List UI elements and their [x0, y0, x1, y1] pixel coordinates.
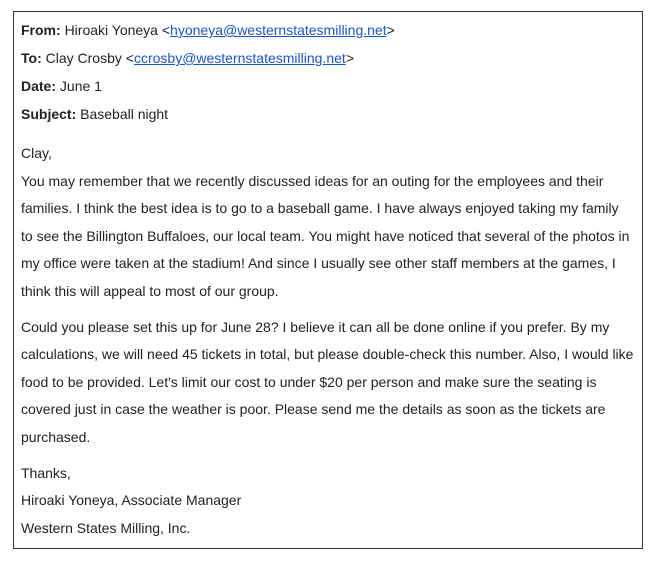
date-label: Date: — [21, 78, 57, 94]
to-email-link[interactable]: ccrosby@westernstatesmilling.net — [133, 50, 346, 66]
to-label: To: — [21, 50, 42, 66]
date-line — [21, 76, 634, 104]
body-paragraph-2: Could you please set this up for June 28? I believe it can all be done online if you prefer. By my calculations, we will need 45 tickets in total, but please double-check this number. Also, I would like food to be provided. Let's limit our cost to under $20 per person and make sure the seating is covered just in case the weather is poor. Please send me the details as soon as the tickets are purchased. — [21, 318, 634, 445]
from-label: From: — [21, 22, 61, 38]
subject-line — [21, 104, 634, 132]
body-paragraph-1: You may remember that we recently discussed ideas for an outing for the employees and their families. I think the best idea is to go to a baseball game. I have always enjoyed taking my family to see the Billington Buffaloes, our local team. You might have noticed that several of the photos in my office were taken at the stadium! And since I usually see other staff members at the games, I think this will appeal to most of our group. — [21, 172, 630, 299]
closing: Thanks, — [21, 464, 71, 481]
signature-block — [21, 460, 634, 543]
signature-company: Western States Milling, Inc. — [21, 519, 191, 536]
greeting: Clay, — [21, 145, 52, 161]
email-message — [13, 11, 643, 549]
subject-label: Subject: — [21, 106, 77, 122]
date-value: June 1 — [59, 78, 102, 94]
subject-value: Baseball night — [80, 106, 169, 122]
from-line: From: Hiroaki Yoneya <hyoneya@westernstatesmilling.net> — [21, 22, 395, 38]
to-name: Clay Crosby — [45, 50, 122, 66]
from-email-link[interactable]: hyoneya@westernstatesmilling.net — [170, 22, 387, 38]
signature-name: Hiroaki Yoneya, Associate Manager — [21, 492, 242, 509]
to-line: To: Clay Crosby <ccrosby@westernstatesmilling.net> — [21, 50, 354, 66]
from-name: Hiroaki Yoneya — [64, 22, 158, 38]
email-body — [21, 140, 634, 542]
